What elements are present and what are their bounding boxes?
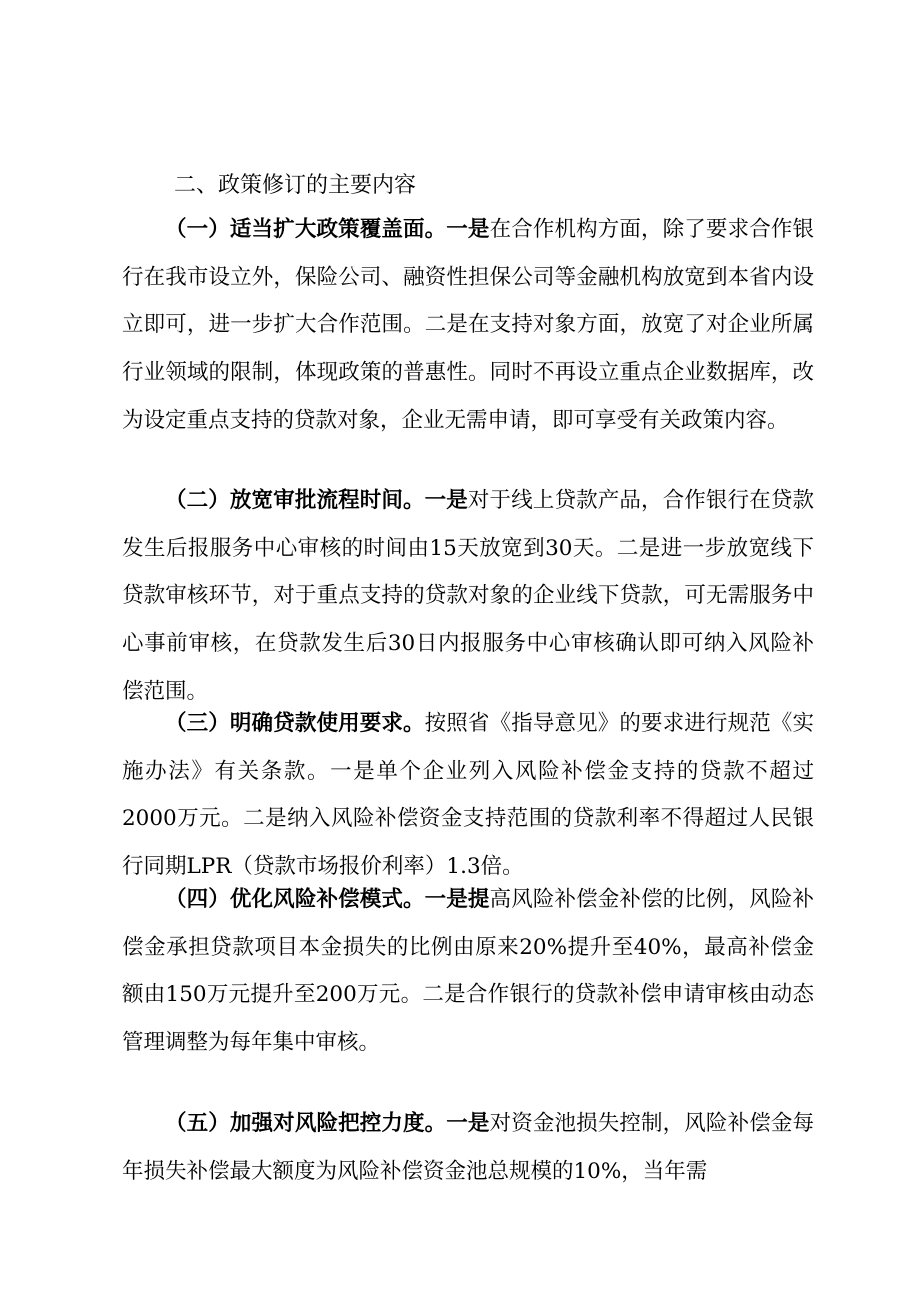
paragraph-3	[122, 700, 814, 891]
paragraph-1-body: 在合作机构方面，除了要求合作银行在我市设立外，保险公司、融资性担保公司等金融机构放宽到本省内设立即可，进一步扩大合作范围。二是在支持对象方面，放宽了对企业所属行业领域的限制，体现政策的普惠性。同时不再设立重点企业数据库，改为设定重点支持的贷款对象，企业无需申请，即可享受有关政策内容。	[122, 217, 814, 433]
paragraph-2	[122, 477, 814, 716]
section-heading: 二、政策修订的主要内容	[174, 173, 417, 198]
paragraph-5-lead: （五）加强对风险把控力度。一是	[165, 1111, 490, 1136]
paragraph-3-body: 按照省《指导意见》的要求进行规范《实施办法》有关条款。一是单个企业列入风险补偿金支持的贷款不超过2000万元。二是纳入风险补偿资金支持范围的贷款利率不得超过人民银行同期LPR（贷款市场报价利率）1.3倍。	[122, 711, 814, 880]
paragraph-5-body: 对资金池损失控制，风险补偿金每年损失补偿最大额度为风险补偿资金池总规模的10%，当年需	[122, 1111, 814, 1184]
paragraph-1	[122, 206, 814, 445]
paragraph-3-lead: （三）明确贷款使用要求。	[165, 711, 425, 736]
paragraph-5	[122, 1100, 814, 1195]
paragraph-1-lead: （一）适当扩大政策覆盖面。一是	[165, 217, 490, 242]
paragraph-2-body: 对于线上贷款产品，合作银行在贷款发生后报服务中心审核的时间由15天放宽到30天。二是进一步放宽线下贷款审核环节，对于重点支持的贷款对象的企业线下贷款，可无需服务中心事前审核，在贷款发生后30日内报服务中心审核确认即可纳入风险补偿范围。	[122, 488, 814, 704]
paragraph-4-body: 高风险补偿金补偿的比例，风险补偿金承担贷款项目本金损失的比例由原来20%提升至40%，最高补偿金额由150万元提升至200万元。二是合作银行的贷款补偿申请审核由动态管理调整为每年集中审核。	[122, 887, 814, 1056]
paragraph-4	[122, 876, 814, 1067]
paragraph-4-lead: （四）优化风险补偿模式。一是提	[165, 887, 490, 912]
paragraph-2-lead: （二）放宽审批流程时间。一是	[165, 488, 468, 513]
